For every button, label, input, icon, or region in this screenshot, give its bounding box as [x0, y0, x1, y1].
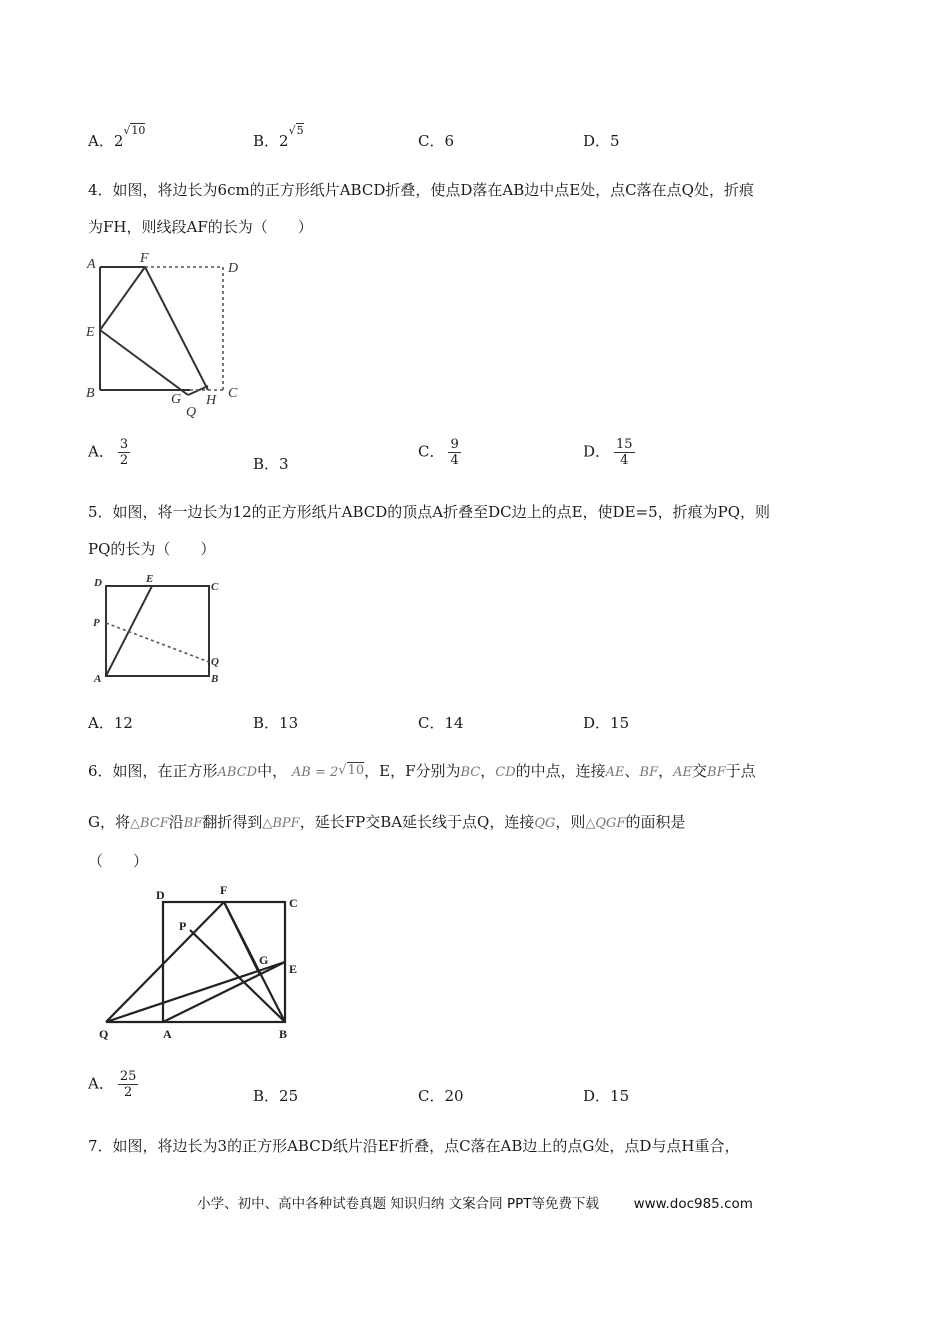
q5-text-line1: 5．如图，将一边长为12的正方形纸片ABCD的顶点A折叠至DC边上的点E，使DE=5，折痕为PQ，则: [88, 503, 771, 521]
q6-l1-e: 的中点，连接: [515, 762, 606, 780]
q5-label-p: P: [93, 617, 100, 629]
q6-label-f: F: [220, 883, 228, 897]
q4-option-a: [88, 437, 130, 468]
q6-l2-c: 翻折得到: [202, 813, 263, 831]
q4-label-e: E: [86, 325, 95, 340]
q6-label-b: B: [279, 1027, 288, 1041]
q6-l2-a: G，将: [88, 813, 130, 831]
q4-label-f: F: [140, 251, 149, 266]
q6-text-line3: （ ）: [88, 852, 149, 870]
q4-option-c-label: C．: [418, 442, 445, 461]
q6-l1-bf: BF: [639, 765, 659, 780]
q3-option-d: D．5: [583, 132, 620, 150]
q3-option-a-radicand: 10: [131, 124, 146, 137]
q5-option-c: C．14: [418, 714, 464, 732]
q6-l1-ab: AB = 2: [291, 765, 339, 780]
q5-option-a: A．12: [88, 714, 133, 732]
q6-label-g: G: [259, 953, 269, 967]
q6-l1-root: √10: [338, 763, 365, 778]
q4-figure: [80, 250, 255, 425]
q6-l1-square: ABCD: [217, 765, 258, 780]
q6-l1-b: 中，: [257, 762, 288, 780]
page-footer: [0, 1192, 950, 1212]
q5-label-a: A: [94, 673, 102, 685]
q5-label-e: E: [146, 573, 154, 585]
q3-option-a-root: √10: [123, 124, 146, 137]
q6-figure: [90, 880, 320, 1045]
q4-option-d-fraction: [614, 437, 635, 468]
q6-l1-f: 、: [624, 762, 640, 780]
q4-text-line1: 4．如图，将边长为6cm的正方形纸片ABCD折叠，使点D落在AB边中点E处，点C落在点Q处，折痕: [88, 181, 754, 199]
q6-text-line2: [88, 811, 685, 832]
q6-l1-a: 6．如图，在正方形: [88, 762, 218, 780]
q6-label-q: Q: [99, 1027, 109, 1041]
q5-label-c: C: [211, 581, 219, 593]
q6-label-a: A: [163, 1027, 172, 1041]
q4-option-c-fraction: [448, 437, 460, 468]
q6-l2-e: ，则: [555, 813, 586, 831]
q4-option-a-fraction: [118, 437, 130, 468]
q6-option-a-den: 2: [123, 1085, 133, 1100]
q6-label-d: D: [156, 888, 165, 902]
q6-l1-ae2: AE: [673, 765, 693, 780]
q4-label-g: G: [171, 392, 182, 407]
footer-text: 小学、初中、高中各种试卷真题 知识归纳 文案合同 PPT等免费下载: [197, 1196, 599, 1212]
q5-label-q: Q: [211, 656, 219, 668]
q3-option-a: [88, 124, 146, 151]
q6-l1-i: 于点: [725, 762, 756, 780]
q5-label-d: D: [94, 577, 102, 589]
q6-l1-ae: AE: [605, 765, 625, 780]
q4-option-a-num: 3: [119, 437, 129, 452]
q6-option-b: B．25: [253, 1087, 299, 1105]
q4-text-line2: 为FH，则线段AF的长为（ ）: [88, 218, 313, 236]
q4-option-c-num: 9: [450, 437, 459, 452]
q3-option-b-radicand: 5: [296, 124, 304, 137]
q6-label-c: C: [289, 896, 298, 910]
q4-option-d-den: 4: [620, 453, 629, 468]
q6-l1-bf2: BF: [707, 765, 726, 780]
q6-label-p: P: [179, 919, 187, 933]
q4-option-a-label: A．: [88, 442, 114, 461]
q6-option-d: D．15: [583, 1087, 630, 1105]
q6-option-c: C．20: [418, 1087, 464, 1105]
q6-l2-bf: BF: [183, 816, 203, 831]
q5-option-b: B．13: [253, 714, 299, 732]
q4-option-c: [418, 437, 461, 468]
q4-label-q: Q: [186, 405, 197, 420]
q3-option-b-label: B．2: [253, 132, 289, 150]
q6-option-a-fraction: [118, 1069, 139, 1100]
q6-l1-c: ，E，F分别为: [364, 762, 461, 780]
q6-l1-bc: BC: [460, 765, 481, 780]
q6-l2-bcf: △BCF: [129, 816, 169, 831]
q3-option-a-label: A．2: [88, 132, 124, 150]
q4-label-c: C: [228, 386, 238, 401]
q4-option-d-num: 15: [616, 437, 633, 452]
q6-l1-cd: CD: [495, 765, 516, 780]
q5-option-d: D．15: [583, 714, 630, 732]
q6-l2-qg: QG: [534, 816, 556, 831]
q4-label-a: A: [87, 257, 96, 272]
q4-label-b: B: [86, 386, 95, 401]
q6-l2-b: 沿: [168, 813, 184, 831]
q6-l1-g: ，: [658, 762, 674, 780]
q6-l2-d: ，延长FP交BA延长线于点Q，连接: [299, 813, 535, 831]
q6-option-a-num: 25: [119, 1069, 137, 1084]
q4-label-d: D: [228, 261, 239, 276]
q4-option-b: B．3: [253, 455, 289, 473]
q7-text-line1: 7．如图，将边长为3的正方形ABCD纸片沿EF折叠，点C落在AB边上的点G处，点D与点H重合，: [88, 1137, 740, 1155]
footer-link[interactable]: www.doc985.com: [633, 1196, 753, 1212]
q5-text-line2: PQ的长为（ ）: [88, 540, 216, 558]
q3-option-b-root: √5: [288, 124, 304, 137]
q6-option-a: [88, 1069, 138, 1100]
q5-figure: [88, 570, 228, 690]
q4-option-d: [583, 437, 635, 468]
q6-label-e: E: [289, 962, 298, 976]
q4-label-h: H: [206, 393, 217, 408]
q6-option-a-label: A．: [88, 1074, 114, 1093]
q5-label-b: B: [211, 673, 219, 685]
q4-option-a-den: 2: [119, 453, 129, 468]
q6-text-line1: [88, 760, 756, 781]
q6-l1-d: ，: [480, 762, 496, 780]
q6-l2-qgf: △QGF: [585, 816, 626, 831]
q6-l1-h: 交: [692, 762, 708, 780]
q3-option-b: [253, 124, 304, 151]
q4-option-d-label: D．: [583, 442, 611, 461]
q3-option-c: C．6: [418, 132, 455, 150]
q6-l2-bpf: △BPF: [262, 816, 300, 831]
q6-l2-f: 的面积是: [625, 813, 686, 831]
q6-l1-radicand: 10: [347, 763, 365, 778]
q4-option-c-den: 4: [450, 453, 459, 468]
